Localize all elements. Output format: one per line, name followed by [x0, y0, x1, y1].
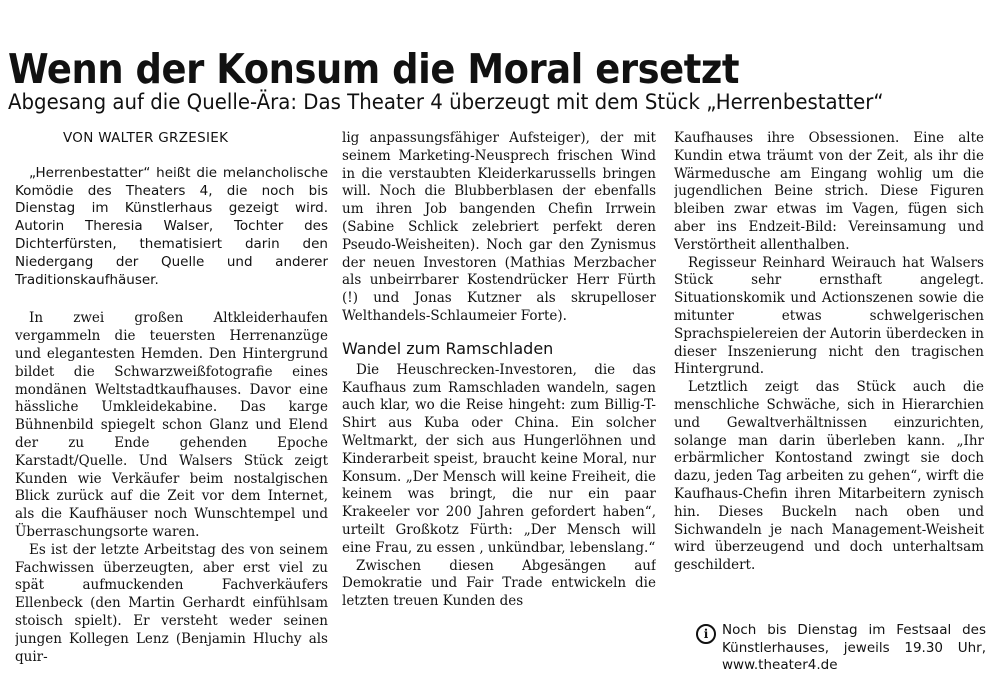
- body-paragraph: Es ist der letzte Arbeitstag des von seinem Fachwissen überzeugten, aber erst viel zu spät aufmuckenden Fachverkäufers Ellenbeck (den Martin Gerhardt einfühlsam stoisch spielt). Er versteht weder seinen jungen Kollegen Lenz (Benjamin Hluchy als quir-: [15, 541, 328, 665]
- column-3: [674, 130, 984, 689]
- body-paragraph: lig anpassungsfähiger Aufsteiger), der mit seinem Marketing-Neusprech frischen Wind in die verstaubten Kleiderkarussells bringen will. Noch die Blubberblasen der ebenfalls um ihren Job bangenden Chefin Irrwein (Sabine Schlick zelebriert perfekt deren Pseudo-Weisheiten). Noch gar den Zynismus der neuen Investoren (Mathias Merzbacher als unbeirrbarer Kostendrücker Herr Fürth (!) und Jonas Kutzner als skrupelloser Welthandels-Schlaumeier Forte).: [342, 130, 656, 324]
- body-paragraph: Letztlich zeigt das Stück auch die menschliche Schwäche, sich in Hierarchien und Gewaltverhältnissen einzurichten, solange man darin überleben kann. „Ihr erbärmlicher Kontostand zwingt sie doch dazu, jeden Tag arbeiten zu gehen“, wirft die Kaufhaus-Chefin ihren Mitarbeitern zynisch hin. Dieses Buckeln nach oben und Sichwandeln je nach Management-Weisheit wird überzeugend und doch unterhaltsam geschildert.: [674, 379, 984, 574]
- column-2: [342, 130, 656, 689]
- body-paragraph: In zwei großen Altkleiderhaufen vergammeln die teuersten Herrenanzüge und elegantesten Hemden. Den Hintergrund bildet die Schwarzweißfotografie eines mondänen Weltstadtkaufhauses. Davor eine hässliche Umkleidekabine. Das karge Bühnenbild spiegelt schon Glanz und Elend der zu Ende gehenden Epoche Karstadt/Quelle. Und Walsers Stück zeigt Kunden wie Verkäufer beim nostalgischen Blick zurück auf die Zeit vor dem Internet, als die Kaufhäuser noch Wunschtempel und Überraschungsorte waren.: [15, 310, 328, 540]
- body-paragraph: Die Heuschrecken-Investoren, die das Kaufhaus zum Ramschladen wandeln, sagen auch klar, wo die Reise hingeht: zum Billig-T-Shirt aus Kuba oder China. Ein solcher Weltmarkt, der sich aus Hungerlöhnen und Kinderarbeit speist, braucht keine Moral, nur Konsum. „Der Mensch will keine Freiheit, die keinem was bringt, die nur ein paar Krakeeler vor 200 Jahren gefordert haben“, urteilt Großkotz Fürth: „Der Mensch will eine Frau, zu essen , unkündbar, lebenslang.“: [342, 361, 656, 556]
- lead-paragraph: „Herrenbestatter“ heißt die melancholische Komödie des Theaters 4, die noch bis Dienstag im Künstlerhaus gezeigt wird. Autorin Theresia Walser, Tochter des Dichterfürsten, thematisiert darin den Niedergang der Quelle und anderer Traditionskaufhäuser.: [15, 164, 328, 288]
- info-text: Noch bis Dienstag im Festsaal des Künstlerhauses, jeweils 19.30 Uhr, www.theater4.de: [722, 622, 986, 673]
- body-paragraph: Zwischen diesen Abgesängen auf Demokratie und Fair Trade entwickeln die letzten treuen Kunden des: [342, 557, 656, 610]
- column-1: [15, 128, 328, 687]
- subline: Abgesang auf die Quelle-Ära: Das Theater 4 überzeugt mit dem Stück „Herrenbestatter“: [8, 90, 884, 114]
- body-paragraph: Regisseur Reinhard Weirauch hat Walsers Stück sehr ernsthaft angelegt. Situationskomik und Actionszenen sowie die mitunter etwas schwelgerischen Sprachspielereien der Autorin überdecken in dieser Inszenierung nicht den tragischen Hintergrund.: [674, 254, 984, 378]
- info-box: [696, 622, 986, 675]
- info-icon: i: [696, 624, 716, 644]
- section-subhead: Wandel zum Ramschladen: [342, 338, 554, 358]
- byline: VON WALTER GRZESIEK: [63, 130, 229, 146]
- headline: Wenn der Konsum die Moral ersetzt: [8, 45, 740, 94]
- body-paragraph: Kaufhauses ihre Obsessionen. Eine alte Kundin etwa träumt von der Zeit, als ihr die Wärmedusche am Eingang wohlig um die jugendlichen Beine strich. Diese Figuren bleiben zwar etwas im Vagen, fügen sich aber ins Endzeit-Bild: Vereinsamung und Verstörtheit allenthalben.: [674, 130, 984, 253]
